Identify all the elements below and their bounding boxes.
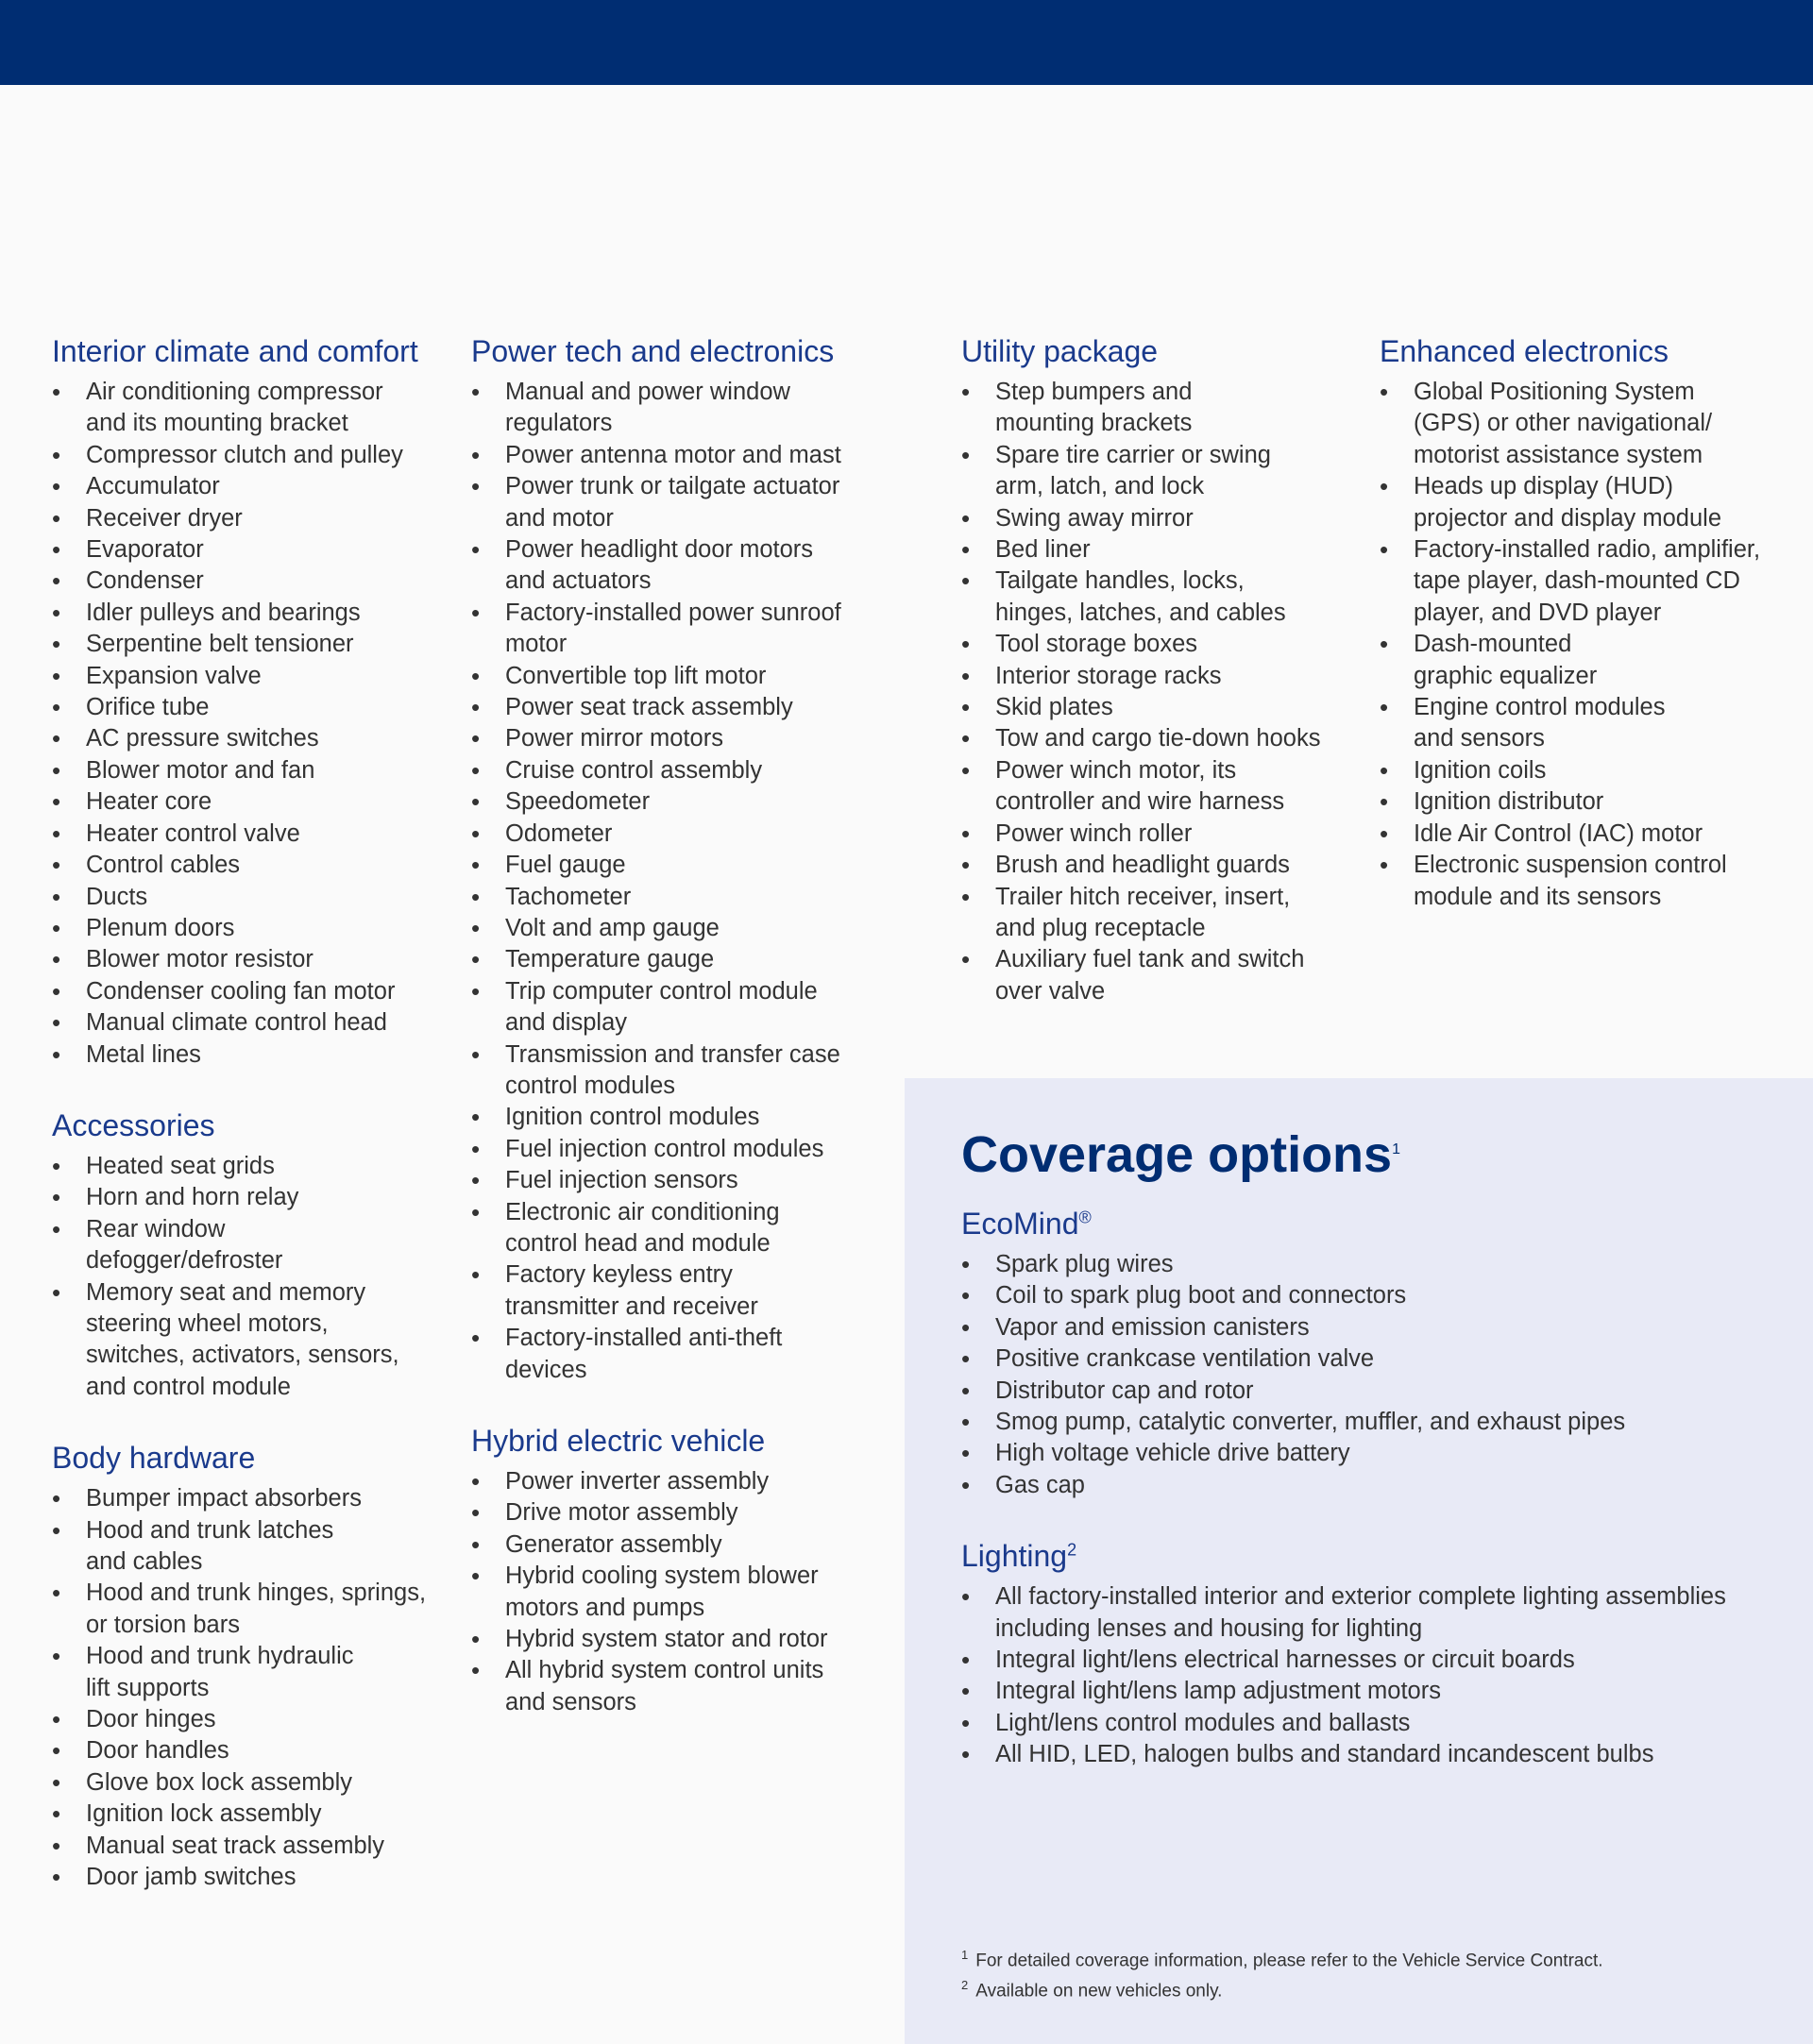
list-item: • Gas cap <box>961 1470 1773 1501</box>
list-item: • Transmission and transfer case control modules <box>471 1039 868 1103</box>
list-item: • Trip computer control module and display <box>471 976 868 1039</box>
list-item: • Heated seat grids <box>52 1151 449 1182</box>
list-item: • Integral light/lens lamp adjustment motors <box>961 1676 1773 1707</box>
list-item: • Manual climate control head <box>52 1007 449 1039</box>
list-item: • Heads up display (HUD) projector and display module <box>1380 471 1795 534</box>
list-item: • Ignition coils <box>1380 755 1795 786</box>
list-item: • Condenser cooling fan motor <box>52 976 449 1007</box>
list-item: • Door hinges <box>52 1704 449 1735</box>
section-heading <box>961 1205 1773 1242</box>
list-item: • Skid plates <box>961 692 1358 723</box>
section-body-hardware <box>52 1439 449 1893</box>
list-item: • Expansion valve <box>52 661 449 692</box>
column-4 <box>1380 332 1795 949</box>
list-item: • Coil to spark plug boot and connectors <box>961 1280 1773 1311</box>
list-item: • Temperature gauge <box>471 944 868 975</box>
list-item: • Factory-installed anti-theft devices <box>471 1323 868 1386</box>
list-item: • Tow and cargo tie-down hooks <box>961 723 1358 754</box>
list-item: • Evaporator <box>52 534 449 566</box>
list-item: • Ignition control modules <box>471 1102 868 1133</box>
list-item: • Heater core <box>52 786 449 818</box>
section-heading-text: Lighting <box>961 1539 1068 1574</box>
list-item: • Idler pulleys and bearings <box>52 598 449 629</box>
list-item: • Factory keyless entry transmitter and receiver <box>471 1259 868 1323</box>
list-item: • Control cables <box>52 850 449 881</box>
list-item: • Hybrid system stator and rotor <box>471 1624 868 1655</box>
list-item: • Engine control modules and sensors <box>1380 692 1795 755</box>
list-item: • Smog pump, catalytic converter, muffler, and exhaust pipes <box>961 1407 1773 1438</box>
list-item: • Electronic suspension control module and its sensors <box>1380 850 1795 913</box>
bullet-list <box>52 1151 449 1403</box>
list-item: • Metal lines <box>52 1039 449 1071</box>
section-enhanced-electronics <box>1380 332 1795 913</box>
list-item: • Power winch motor, its controller and wire harness <box>961 755 1358 819</box>
list-item: • Volt and amp gauge <box>471 913 868 944</box>
list-item: • Manual and power window regulators <box>471 377 868 440</box>
list-item: • Horn and horn relay <box>52 1182 449 1213</box>
list-item: • Orifice tube <box>52 692 449 723</box>
list-item: • Power mirror motors <box>471 723 868 754</box>
list-item: • Bed liner <box>961 534 1358 566</box>
section-accessories <box>52 1106 449 1403</box>
column-3 <box>961 332 1358 1043</box>
footnote-2: $^2$ Available on new vehicles only. <box>961 1978 1223 2002</box>
list-item: • High voltage vehicle drive battery <box>961 1438 1773 1469</box>
list-item: • Door handles <box>52 1735 449 1766</box>
list-item: • All hybrid system control units and sensors <box>471 1655 868 1718</box>
list-item: • Trailer hitch receiver, insert, and plug receptacle <box>961 882 1358 945</box>
footnotes <box>961 1943 1603 2004</box>
bullet-list <box>961 1249 1773 1501</box>
list-item: • Swing away mirror <box>961 503 1358 534</box>
list-item: • Factory-installed power sunroof motor <box>471 598 868 661</box>
section-heading <box>1380 332 1795 370</box>
list-item: • Tachometer <box>471 882 868 913</box>
bullet-list <box>1380 377 1795 913</box>
section-heading-text: EcoMind <box>961 1207 1079 1241</box>
section-heading <box>52 332 449 370</box>
section-power-tech-and-electronics <box>471 332 868 1386</box>
list-item: • Hood and trunk hydraulic lift supports <box>52 1641 449 1704</box>
bullet-list <box>471 1466 868 1718</box>
list-item: • Hood and trunk latches and cables <box>52 1515 449 1579</box>
list-item: • Air conditioning compressor and its mounting bracket <box>52 377 449 440</box>
list-item: • Manual seat track assembly <box>52 1831 449 1862</box>
list-item: • Convertible top lift motor <box>471 661 868 692</box>
list-item: • Interior storage racks <box>961 661 1358 692</box>
list-item: • Receiver dryer <box>52 503 449 534</box>
list-item: • Positive crankcase ventilation valve <box>961 1343 1773 1375</box>
heading-superscript: 2 <box>1067 1540 1077 1560</box>
list-item: • Drive motor assembly <box>471 1497 868 1529</box>
section-heading-text: Hybrid electric vehicle <box>471 1424 766 1458</box>
list-item: • Power antenna motor and mast <box>471 440 868 471</box>
list-item: • Heater control valve <box>52 819 449 850</box>
section-heading-text: Power tech and electronics <box>471 334 835 368</box>
section-lighting <box>961 1537 1773 1770</box>
coverage-sections <box>961 1205 1773 1807</box>
list-item: • Brush and headlight guards <box>961 850 1358 881</box>
list-item: • Light/lens control modules and ballasts <box>961 1708 1773 1739</box>
footnote-1: $^1$ For detailed coverage information, please refer to the Vehicle Service Contract. <box>961 1948 1603 1971</box>
list-item: • Power seat track assembly <box>471 692 868 723</box>
list-item: • Memory seat and memory steering wheel motors, switches, activators, sensors, and control module <box>52 1277 449 1404</box>
list-item: • Step bumpers and mounting brackets <box>961 377 1358 440</box>
list-item: • Power winch roller <box>961 819 1358 850</box>
list-item: • Rear window defogger/defroster <box>52 1214 449 1277</box>
list-item: • Door jamb switches <box>52 1862 449 1893</box>
list-item: • Ducts <box>52 882 449 913</box>
list-item: • Global Positioning System (GPS) or other navigational/ motorist assistance system <box>1380 377 1795 471</box>
section-heading <box>471 332 868 370</box>
list-item: • Spare tire carrier or swing arm, latch, and lock <box>961 440 1358 503</box>
list-item: • Condenser <box>52 566 449 597</box>
section-heading-text: Enhanced electronics <box>1380 334 1669 368</box>
list-item: • Factory-installed radio, amplifier, tape player, dash-mounted CD player, and DVD player <box>1380 534 1795 629</box>
list-item: • Fuel injection control modules <box>471 1134 868 1165</box>
list-item: • Accumulator <box>52 471 449 502</box>
list-item: • All HID, LED, halogen bulbs and standard incandescent bulbs <box>961 1739 1773 1770</box>
list-item: • Distributor cap and rotor <box>961 1376 1773 1407</box>
list-item: • Ignition lock assembly <box>52 1799 449 1830</box>
list-item: • Spark plug wires <box>961 1249 1773 1280</box>
list-item: • Speedometer <box>471 786 868 818</box>
list-item: • Vapor and emission canisters <box>961 1312 1773 1343</box>
heading-superscript: ® <box>1078 1208 1092 1227</box>
coverage-options-title: Coverage options$^1$ <box>961 1126 1400 1183</box>
section-heading <box>961 1537 1773 1575</box>
section-heading <box>961 332 1358 370</box>
bullet-list <box>961 377 1358 1007</box>
list-item: • Tailgate handles, locks, hinges, latches, and cables <box>961 566 1358 629</box>
section-heading-text: Interior climate and comfort <box>52 334 418 368</box>
list-item: • Dash-mounted graphic equalizer <box>1380 629 1795 692</box>
section-heading-text: Accessories <box>52 1107 215 1142</box>
list-item: • Hybrid cooling system blower motors and pumps <box>471 1561 868 1624</box>
column-1 <box>52 332 449 1929</box>
list-item: • Odometer <box>471 819 868 850</box>
bullet-list <box>52 377 449 1071</box>
section-heading-text: Body hardware <box>52 1441 256 1476</box>
list-item: • Fuel gauge <box>471 850 868 881</box>
bullet-list <box>471 377 868 1386</box>
list-item: • Hood and trunk hinges, springs, or torsion bars <box>52 1578 449 1641</box>
list-item: • Tool storage boxes <box>961 629 1358 660</box>
list-item: • Plenum doors <box>52 913 449 944</box>
section-heading-text: Utility package <box>961 334 1159 368</box>
list-item: • Electronic air conditioning control head and module <box>471 1197 868 1260</box>
list-item: • Blower motor resistor <box>52 944 449 975</box>
top-banner <box>0 0 1813 85</box>
section-heading <box>52 1106 449 1144</box>
list-item: • Compressor clutch and pulley <box>52 440 449 471</box>
section-heading <box>471 1422 868 1460</box>
list-item: • Auxiliary fuel tank and switch over valve <box>961 944 1358 1007</box>
list-item: • Power headlight door motors and actuators <box>471 534 868 598</box>
list-item: • AC pressure switches <box>52 723 449 754</box>
list-item: • Cruise control assembly <box>471 755 868 786</box>
section-interior-climate-and-comfort <box>52 332 449 1071</box>
column-2 <box>471 332 868 1754</box>
list-item: • Ignition distributor <box>1380 786 1795 818</box>
list-item: • Bumper impact absorbers <box>52 1483 449 1514</box>
list-item: • Integral light/lens electrical harnesses or circuit boards <box>961 1645 1773 1676</box>
bullet-list <box>961 1581 1773 1770</box>
list-item: • Blower motor and fan <box>52 755 449 786</box>
list-item: • All factory-installed interior and exterior complete lighting assemblies including lenses and housing for lighting <box>961 1581 1773 1645</box>
list-item: • Generator assembly <box>471 1529 868 1561</box>
section-heading <box>52 1439 449 1477</box>
list-item: • Power trunk or tailgate actuator and motor <box>471 471 868 534</box>
list-item: • Idle Air Control (IAC) motor <box>1380 819 1795 850</box>
list-item: • Power inverter assembly <box>471 1466 868 1497</box>
section-ecomind <box>961 1205 1773 1501</box>
list-item: • Serpentine belt tensioner <box>52 629 449 660</box>
list-item: • Fuel injection sensors <box>471 1165 868 1196</box>
list-item: • Glove box lock assembly <box>52 1767 449 1799</box>
bullet-list <box>52 1483 449 1893</box>
section-utility-package <box>961 332 1358 1007</box>
section-hybrid-electric-vehicle <box>471 1422 868 1718</box>
